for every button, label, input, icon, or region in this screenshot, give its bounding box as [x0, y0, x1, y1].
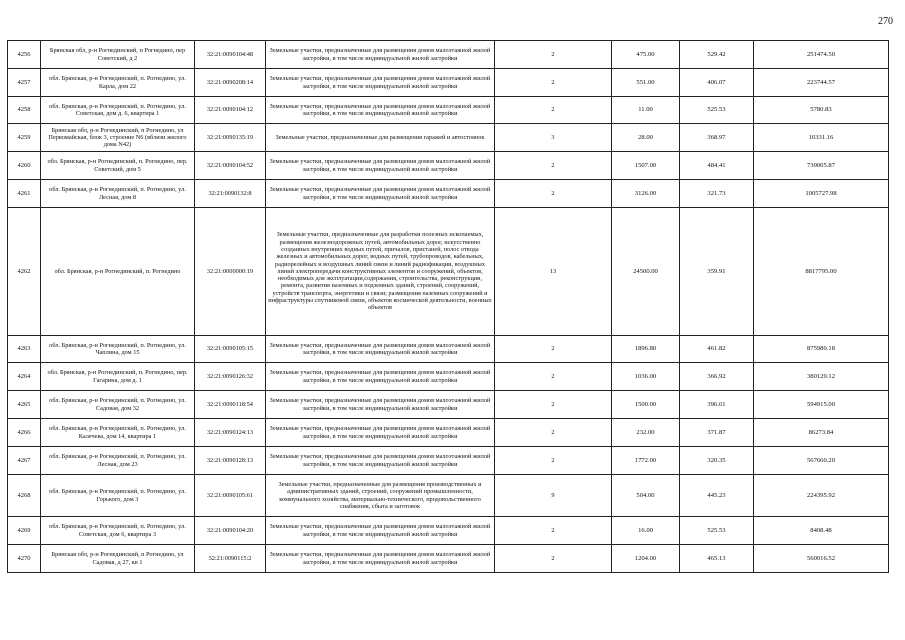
address-cell: обл. Брянская, р-н Рогнединский, п. Рогнедино [41, 208, 195, 336]
group-code-cell: 2 [495, 336, 612, 363]
unit-value-cell: 484.41 [680, 152, 754, 180]
cadastral-number-cell: 32:21:0090105:15 [195, 336, 266, 363]
group-code-cell: 2 [495, 69, 612, 97]
cadastral-number-cell: 32:21:0090208:14 [195, 69, 266, 97]
land-use-cell: Земельные участки, предназначенные для размещения домов малоэтажной жилой застройки, в том числе индивидуальной жилой застройки [266, 419, 495, 447]
area-cell: 551.00 [612, 69, 680, 97]
group-code-cell: 2 [495, 180, 612, 208]
cadastral-number-cell: 32:21:0090118:54 [195, 391, 266, 419]
table-row [8, 419, 889, 447]
unit-value-cell: 529.42 [680, 41, 754, 69]
cadastral-cost-cell: 594915.00 [754, 391, 889, 419]
cadastral-number-cell: 32:21:0090128:13 [195, 447, 266, 475]
cadastral-number-cell: 32:21:0090104:52 [195, 152, 266, 180]
cadastral-number-cell: 32:21:0090104:20 [195, 517, 266, 545]
area-cell: 1204.00 [612, 545, 680, 573]
cadastral-cost-cell: 224395.92 [754, 475, 889, 517]
unit-value-cell: 359.91 [680, 208, 754, 336]
address-cell: обл. Брянская, р-н Рогнединский, п. Рогнедино, ул. Советская, дом д. 6, квартира 1 [41, 97, 195, 124]
land-use-cell: Земельные участки, предназначенные для размещения домов малоэтажной жилой застройки, в том числе индивидуальной жилой застройки [266, 336, 495, 363]
address-cell: обл. Брянская, р-н Рогнединский, п. Рогнедино, ул. Лесная, дом 23 [41, 447, 195, 475]
area-cell: 28.00 [612, 124, 680, 152]
cadastral-cost-cell: 10331.16 [754, 124, 889, 152]
table-row [8, 545, 889, 573]
row-number: 4269 [8, 517, 41, 545]
cadastral-number-cell: 32:21:0090104:48 [195, 41, 266, 69]
address-cell: обл. Брянская, р-н Рогнединский, п. Рогнедино, ул. Садовая, дом 32 [41, 391, 195, 419]
row-number: 4268 [8, 475, 41, 517]
unit-value-cell: 445.23 [680, 475, 754, 517]
area-cell: 24500.00 [612, 208, 680, 336]
cadastral-cost-cell: 567660.20 [754, 447, 889, 475]
group-code-cell: 3 [495, 124, 612, 152]
cadastral-cost-cell: 560016.52 [754, 545, 889, 573]
land-use-cell: Земельные участки, предназначенные для размещения гаражей и автостоянок [266, 124, 495, 152]
unit-value-cell: 465.13 [680, 545, 754, 573]
unit-value-cell: 321.73 [680, 180, 754, 208]
table-row [8, 391, 889, 419]
land-use-cell: Земельные участки, предназначенные для размещения домов малоэтажной жилой застройки, в том числе индивидуальной жилой застройки [266, 447, 495, 475]
unit-value-cell: 396.61 [680, 391, 754, 419]
area-cell: 11.00 [612, 97, 680, 124]
row-number: 4256 [8, 41, 41, 69]
cadastral-cost-cell: 8408.48 [754, 517, 889, 545]
table-row [8, 180, 889, 208]
address-cell: Брянская обл, р-н Рогнединский, п Рогнедино, ул Первомайская, блок 3, строение N6 (вблизи жилого дома N42) [41, 124, 195, 152]
land-use-cell: Земельные участки, предназначенные для размещения домов малоэтажной жилой застройки, в том числе индивидуальной жилой застройки [266, 391, 495, 419]
table-row [8, 124, 889, 152]
group-code-cell: 2 [495, 152, 612, 180]
row-number: 4258 [8, 97, 41, 124]
cadastral-number-cell: 32:21:0090126:32 [195, 363, 266, 391]
row-number: 4267 [8, 447, 41, 475]
table-row [8, 363, 889, 391]
unit-value-cell: 371.87 [680, 419, 754, 447]
land-use-cell: Земельные участки, предназначенные для размещения домов малоэтажной жилой застройки, в том числе индивидуальной жилой застройки [266, 97, 495, 124]
area-cell: 1896.80 [612, 336, 680, 363]
group-code-cell: 2 [495, 363, 612, 391]
page-number: 270 [878, 16, 893, 27]
land-use-cell: Земельные участки, предназначенные для размещения домов малоэтажной жилой застройки, в том числе индивидуальной жилой застройки [266, 41, 495, 69]
unit-value-cell: 406.07 [680, 69, 754, 97]
row-number: 4261 [8, 180, 41, 208]
row-number: 4265 [8, 391, 41, 419]
area-cell: 1500.00 [612, 391, 680, 419]
address-cell: Брянская обл, р-н Рогнединский, п Рогнедино, ул Садовая, д 27, кв 1 [41, 545, 195, 573]
table-row [8, 475, 889, 517]
table-body [8, 41, 889, 573]
area-cell: 1036.00 [612, 363, 680, 391]
table-row [8, 336, 889, 363]
address-cell: обл. Брянская, р-н Рогнединский, п. Рогнедино, ул. Горького, дом 3 [41, 475, 195, 517]
table-row [8, 41, 889, 69]
cadastral-cost-cell: 8817795.00 [754, 208, 889, 336]
table-row [8, 97, 889, 124]
land-use-cell: Земельные участки, предназначенные для размещения домов малоэтажной жилой застройки, в том числе индивидуальной жилой застройки [266, 69, 495, 97]
unit-value-cell: 525.53 [680, 97, 754, 124]
land-registry-table [7, 40, 889, 573]
row-number: 4260 [8, 152, 41, 180]
land-use-cell: Земельные участки, предназначенные для размещения домов малоэтажной жилой застройки, в том числе индивидуальной жилой застройки [266, 363, 495, 391]
unit-value-cell: 366.92 [680, 363, 754, 391]
row-number: 4259 [8, 124, 41, 152]
group-code-cell: 2 [495, 391, 612, 419]
cadastral-cost-cell: 86273.84 [754, 419, 889, 447]
unit-value-cell: 461.82 [680, 336, 754, 363]
area-cell: 1507.00 [612, 152, 680, 180]
address-cell: обл. Брянская, р-н Рогнединский, п. Рогнедино, ул. Чаплина, дом 15 [41, 336, 195, 363]
group-code-cell: 13 [495, 208, 612, 336]
cadastral-cost-cell: 730005.87 [754, 152, 889, 180]
area-cell: 504.00 [612, 475, 680, 517]
table-row [8, 447, 889, 475]
row-number: 4270 [8, 545, 41, 573]
land-use-cell: Земельные участки, предназначенные для разработки полезных ископаемых, размещения железнодорожных путей, автомобильных дорог, искусственно созданных внутренних водных путей, причалов, пристаней, полос отвода железных и автомобильных дорог, водных путей, трубопроводов, кабельных, радиорелейных и воздушных линий связи и линий радиофикации, воздушных линий электропередачи конструктивных элементов и сооружений, объектов, необходимых для эксплуатации,содержания, строительства, реконструкции, ремонта, развития наземных и подземных зданий, строений, сооружений, устройств транспорта, энергетики и связи; размещения наземных сооружений и инфраструктуры спутниковой связи, объектов космической деятельности, военных объектов [266, 208, 495, 336]
land-use-cell: Земельные участки, предназначенные для размещения домов малоэтажной жилой застройки, в том числе индивидуальной жилой застройки [266, 517, 495, 545]
unit-value-cell: 320.35 [680, 447, 754, 475]
cadastral-number-cell: 32:21:0090135:19 [195, 124, 266, 152]
address-cell: обл. Брянская, р-н Рогнединский, п. Рогнедино, ул. Калечева, дом 14, квартира 1 [41, 419, 195, 447]
cadastral-cost-cell: 223744.57 [754, 69, 889, 97]
row-number: 4257 [8, 69, 41, 97]
cadastral-number-cell: 32:21:0090124:13 [195, 419, 266, 447]
cadastral-number-cell: 32:21:0090104:12 [195, 97, 266, 124]
row-number: 4266 [8, 419, 41, 447]
cadastral-cost-cell: 380129.12 [754, 363, 889, 391]
table-row [8, 69, 889, 97]
address-cell: обл. Брянская, р-н Рогнединский, п. Рогнедино, ул. Карла, дом 22 [41, 69, 195, 97]
unit-value-cell: 368.97 [680, 124, 754, 152]
area-cell: 475.00 [612, 41, 680, 69]
group-code-cell: 2 [495, 517, 612, 545]
address-cell: Брянская обл, р-н Рогнединский, п Рогнедино, пер Советский, д 2 [41, 41, 195, 69]
land-use-cell: Земельные участки, предназначенные для размещения домов малоэтажной жилой застройки, в том числе индивидуальной жилой застройки [266, 180, 495, 208]
group-code-cell: 2 [495, 41, 612, 69]
group-code-cell: 2 [495, 545, 612, 573]
cadastral-cost-cell: 251474.50 [754, 41, 889, 69]
group-code-cell: 9 [495, 475, 612, 517]
table-row [8, 517, 889, 545]
land-use-cell: Земельные участки, предназначенные для размещения домов малоэтажной жилой застройки, в том числе индивидуальной жилой застройки [266, 545, 495, 573]
area-cell: 232.00 [612, 419, 680, 447]
group-code-cell: 2 [495, 447, 612, 475]
table-row [8, 152, 889, 180]
cadastral-number-cell: 32:21:0090132:8 [195, 180, 266, 208]
row-number: 4262 [8, 208, 41, 336]
table-row [8, 208, 889, 336]
area-cell: 1772.00 [612, 447, 680, 475]
cadastral-number-cell: 32:21:0000000:19 [195, 208, 266, 336]
area-cell: 16.00 [612, 517, 680, 545]
row-number: 4264 [8, 363, 41, 391]
address-cell: обл. Брянская, р-н Рогнединский, п. Рогнедино, ул. Советская, дом 6, квартира 3 [41, 517, 195, 545]
unit-value-cell: 525.53 [680, 517, 754, 545]
area-cell: 3126.00 [612, 180, 680, 208]
group-code-cell: 2 [495, 97, 612, 124]
row-number: 4263 [8, 336, 41, 363]
cadastral-cost-cell: 1005727.98 [754, 180, 889, 208]
cadastral-cost-cell: 875980.18 [754, 336, 889, 363]
land-use-cell: Земельные участки, предназначенные для размещения производственных и административных зданий, строений, сооружений промышленности, коммунального хозяйства, материально-технического, продовольственного снабжения, сбыта и заготовок [266, 475, 495, 517]
cadastral-number-cell: 32:21:0090115:2 [195, 545, 266, 573]
address-cell: обл. Брянская, р-н Рогнединский, п. Рогнедино, пер. Гагарина, дом д. 1 [41, 363, 195, 391]
land-use-cell: Земельные участки, предназначенные для размещения домов малоэтажной жилой застройки, в том числе индивидуальной жилой застройки [266, 152, 495, 180]
address-cell: обл. Брянская, р-н Рогнединский, п. Рогнедино, пер. Советский, дом 5 [41, 152, 195, 180]
address-cell: обл. Брянская, р-н Рогнединский, п. Рогнедино, ул. Лесная, дом 8 [41, 180, 195, 208]
cadastral-number-cell: 32:21:0090105:61 [195, 475, 266, 517]
cadastral-cost-cell: 5780.83 [754, 97, 889, 124]
group-code-cell: 2 [495, 419, 612, 447]
